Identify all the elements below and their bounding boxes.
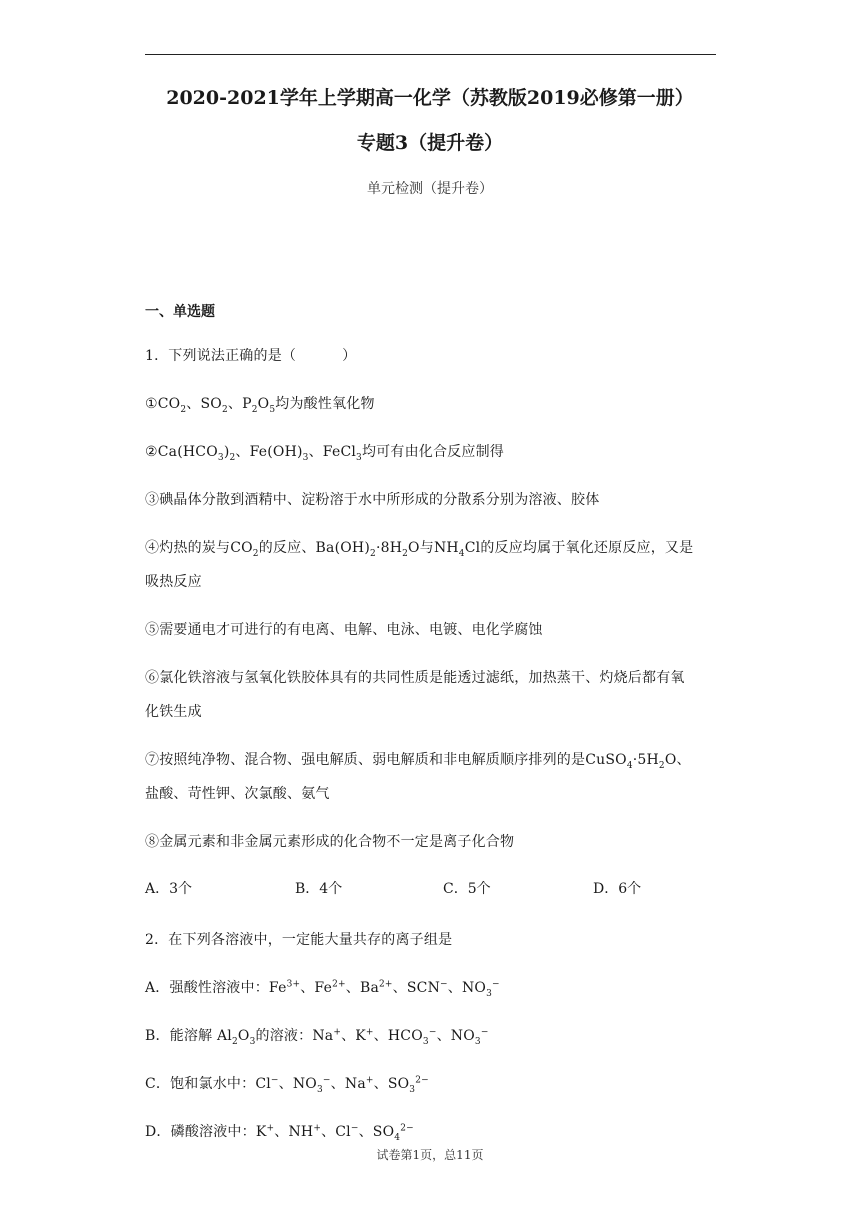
q1-statement-3: ③碘晶体分散到酒精中、淀粉溶于水中所形成的分散系分别为溶液、胶体 [145,492,600,508]
q1-option-a[interactable]: A．3个 [145,881,193,897]
q1-option-d[interactable]: D．6个 [593,881,642,897]
q1-statement-2: $②Ca(HCO_3)_2$、$Fe(OH)_3$、FeCl$_3$均可有由化合反应制得 [145,444,504,463]
page-subtitle: 专题3（提升卷） [356,132,504,154]
q2-option-b[interactable]: B．能溶解 $Al_2O_3$的溶液：Na+、K+、$HCO_3^-$、$NO_3^-$ [145,1027,489,1047]
q2-option-d[interactable]: D．磷酸溶液中：K+、NH+、Cl−、$SO_4^{2-}$ [145,1123,414,1143]
q2-option-a[interactable]: A．强酸性溶液中：$Fe^{3+}$、$Fe^{2+}$、$Ba^{2+}$、SCN−、$NO_3^-$ [145,979,500,999]
q1-option-b[interactable]: B．4个 [295,881,343,897]
q1-statement-7-cont: 盐酸、苛性钾、次氯酸、氨气 [145,786,330,802]
q1-statement-4: ④灼热的炭与$CO_2$的反应、$Ba(OH)_2\cdot 8H_2O$与$NH_4Cl$的反应均属于氧化还原反应，又是 [145,540,694,559]
q1-statement-5: ⑤需要通电才可进行的有电离、电解、电泳、电镀、电化学腐蚀 [145,622,543,638]
q1-statement-6: ⑥氯化铁溶液与氢氧化铁胶体具有的共同性质是能透过滤纸，加热蒸干、灼烧后都有氧 [145,670,685,686]
q1-statement-7: ⑦按照纯净物、混合物、强电解质、弱电解质和非电解质顺序排列的是$CuSO_4\cdot 5H_2O$、 [145,752,691,771]
q1-option-c[interactable]: C．5个 [443,881,491,897]
page-footer: 试卷第1页，总11页 [376,1148,484,1162]
top-rule [145,54,716,55]
q1-statement-1: $①CO_2$、$SO_2$、$P_2O_5$均为酸性氧化物 [145,396,375,415]
q1-statement-4-cont: 吸热反应 [145,574,202,590]
section-heading: 一、单选题 [145,304,215,320]
q2-option-c[interactable]: C．饱和氯水中：Cl−、$NO_3^-$、Na+、$SO_3^{2-}$ [145,1075,429,1095]
question-1-stem: 1．下列说法正确的是（ ） [145,348,357,364]
q1-statement-8: ⑧金属元素和非金属元素形成的化合物不一定是离子化合物 [145,834,515,850]
exam-type: 单元检测（提升卷） [367,181,493,197]
page-title: 2020-2021学年上学期高一化学（苏教版2019必修第一册） [166,87,694,109]
q1-statement-6-cont: 化铁生成 [145,704,202,720]
question-2-stem: 2．在下列各溶液中，一定能大量共存的离子组是 [145,932,453,948]
